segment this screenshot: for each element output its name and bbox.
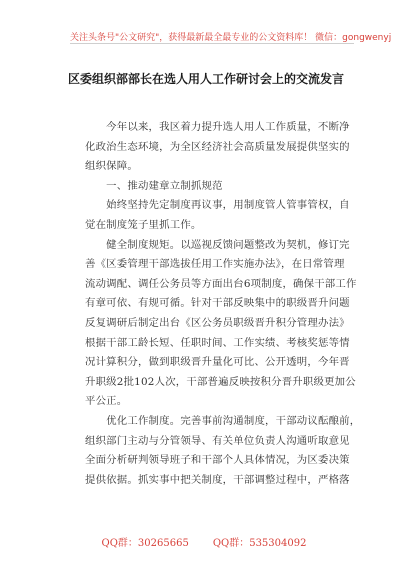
text-line: 平公正。: [85, 395, 128, 408]
text-line: 今年以来，我区着力提升选人用人工作质量，不断净: [85, 121, 350, 133]
text-line: 升职级2批102人次，干部普遍反映按积分晋升职级更加公: [85, 375, 356, 388]
text-line: 反复调研后制定出台《区公务员职级晋升积分管理办法》: [85, 316, 350, 329]
header-divider: [70, 43, 354, 44]
footer-contact: [0, 534, 408, 549]
text-line: 善《区委管理干部选拔任用工作实施办法》，在日常管理: [85, 258, 345, 271]
text-line: 化政治生态环境，为全区经济社会高质量发展提供坚实的: [85, 140, 350, 153]
text-line: 组织保障。: [85, 160, 138, 173]
text-line: 觉在制度笼子里抓工作。: [85, 218, 202, 231]
text-line: 提供依据。抓实事中把关制度，干部调整过程中，严格落: [85, 473, 350, 486]
text-line: 根据干部工龄长短、任职时间、工作实绩、考核奖惩等情: [85, 336, 350, 349]
paragraph: [85, 236, 357, 412]
paragraph: [85, 118, 350, 177]
section-heading: [85, 177, 343, 197]
paragraph: [85, 196, 350, 235]
text-line: 况计算积分，做到职级晋升量化可比、公开透明，今年晋: [85, 356, 350, 369]
text-line: 有章可依、有规可循。针对干部反映集中的职级晋升问题: [85, 297, 350, 310]
paragraph: [85, 412, 361, 490]
footer-qq-group-1: QQ群：30265665: [101, 538, 189, 549]
text-line: 一、推动建章立制抓规范: [85, 179, 223, 192]
document-title: 区委组织部部长在选人用人工作研讨会上的交流发言: [67, 72, 344, 86]
document-body: [85, 118, 361, 490]
text-line: 优化工作制度。完善事前沟通制度，干部动议酝酿前，: [85, 414, 361, 427]
text-line: 全面分析研判领导班子和干部个人具体情况，为区委决策: [85, 454, 350, 467]
text-line: 组织部门主动与分管领导、有关单位负责人沟通听取意见: [85, 434, 350, 447]
text-line: 健全制度规矩。以巡视反馈问题整改为契机，修订完: [85, 238, 350, 251]
text-line: 始终坚持先定制度再议事，用制度管人管事管权，自: [85, 199, 350, 212]
header-promo-text: 关注头条号"公文研究"，获得最新最全最专业的公文资料库！ 微信：gongwenyj: [70, 33, 392, 43]
footer-qq-group-2: QQ群：535304092: [212, 538, 307, 549]
text-line: 流动调配、调任公务员等方面出台6项制度，确保干部工作: [85, 277, 357, 290]
